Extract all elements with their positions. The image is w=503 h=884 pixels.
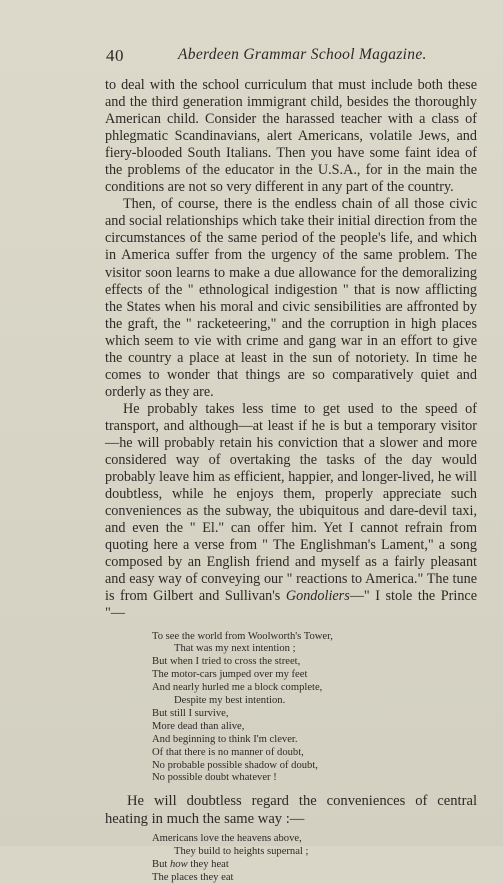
verse-line: The motor-cars jumped over my feet [152,669,477,682]
verse-line: And beginning to think I'm clever. [152,734,477,747]
article-body [105,77,477,884]
verse-block-2 [152,833,477,884]
verse-italic-word: how [170,859,188,870]
verse-block-1 [152,631,477,786]
verse-line: Despite my best intention. [152,695,477,708]
verse-line: And nearly hurled me a block complete, [152,682,477,695]
follow-section [105,793,477,827]
verse-line-pre: But [152,859,170,870]
paragraph-1: to deal with the school curriculum that must include both these and the third generation immigrant child, besides the thoroughly American child. Consider the harassed teacher with a class of phlegmatic Scandinavians, alert Americans, volatile Jews, and fiery-blooded South Italians. Then you have some faint idea of the problems of the educator in the U.S.A., for in the main the conditions are not so very different in any part of the country. [105,77,477,196]
verse-line: The places they eat [152,872,477,884]
paragraph-2: Then, of course, there is the endless chain of all those civic and social relationships which take their initial direction from the circumstances of the same period of the people's life, and which in America suffer from the urgency of the same problem. The visitor soon learns to make a due allowance for the demoralizing effects of the " ethnological indigestion " that is now afflicting the States when his moral and civic sensibilities are affronted by the graft, the " racketeering," and the corruption in high places which seem to vie with crime and gang war in an effort to give the country a place at least in the sun of notoriety. In time he comes to wonder that things are so comparatively quiet and orderly as they are. [105,196,477,401]
gondoliers-title: Gondoliers [286,588,350,604]
paragraph-3 [105,401,477,623]
page-header [106,46,476,66]
verse-line: But still I survive, [152,708,477,721]
verse-line: That was my next intention ; [152,643,477,656]
verse-line: No possible doubt whatever ! [152,772,477,785]
paragraph-3-text: He probably takes less time to get used to the speed of transport, and although—at least if he is but a temporary visitor—he will probably retain his conviction that a slower and more considered way of overtaking the tasks of the day would probably leave him as efficient, happier, and longer-lived, he will doubtless, while he enjoys them, properly appreciate such conveniences as the subway, the ubiquitous and dare-devil taxi, and even the " El." can offer him. Yet I cannot refrain from quoting here a verse from " The Englishman's Lament," a song composed by an English friend and myself as a fairly pleasant and easy way of conveying our " reactions to America." The tune is from Gilbert and Sullivan's [105,401,477,605]
verse-line: They build to heights supernal ; [152,846,477,859]
verse-line: Americans love the heavens above, [152,833,477,846]
paragraph-4: He will doubtless regard the conveniences of central heating in much the same way :— [105,793,477,827]
verse-line: Of that there is no manner of doubt, [152,747,477,760]
running-title: Aberdeen Grammar School Magazine. [178,46,427,64]
verse-line: More dead than alive, [152,721,477,734]
page-number: 40 [106,46,124,66]
verse-line-post: they heat [188,859,229,870]
paragraph-3-tail: —" I stole the Prince "— [105,588,477,621]
verse-line [152,859,477,872]
verse-line: No probable possible shadow of doubt, [152,760,477,773]
verse-line: But when I tried to cross the street, [152,656,477,669]
verse-line: To see the world from Woolworth's Tower, [152,631,477,644]
